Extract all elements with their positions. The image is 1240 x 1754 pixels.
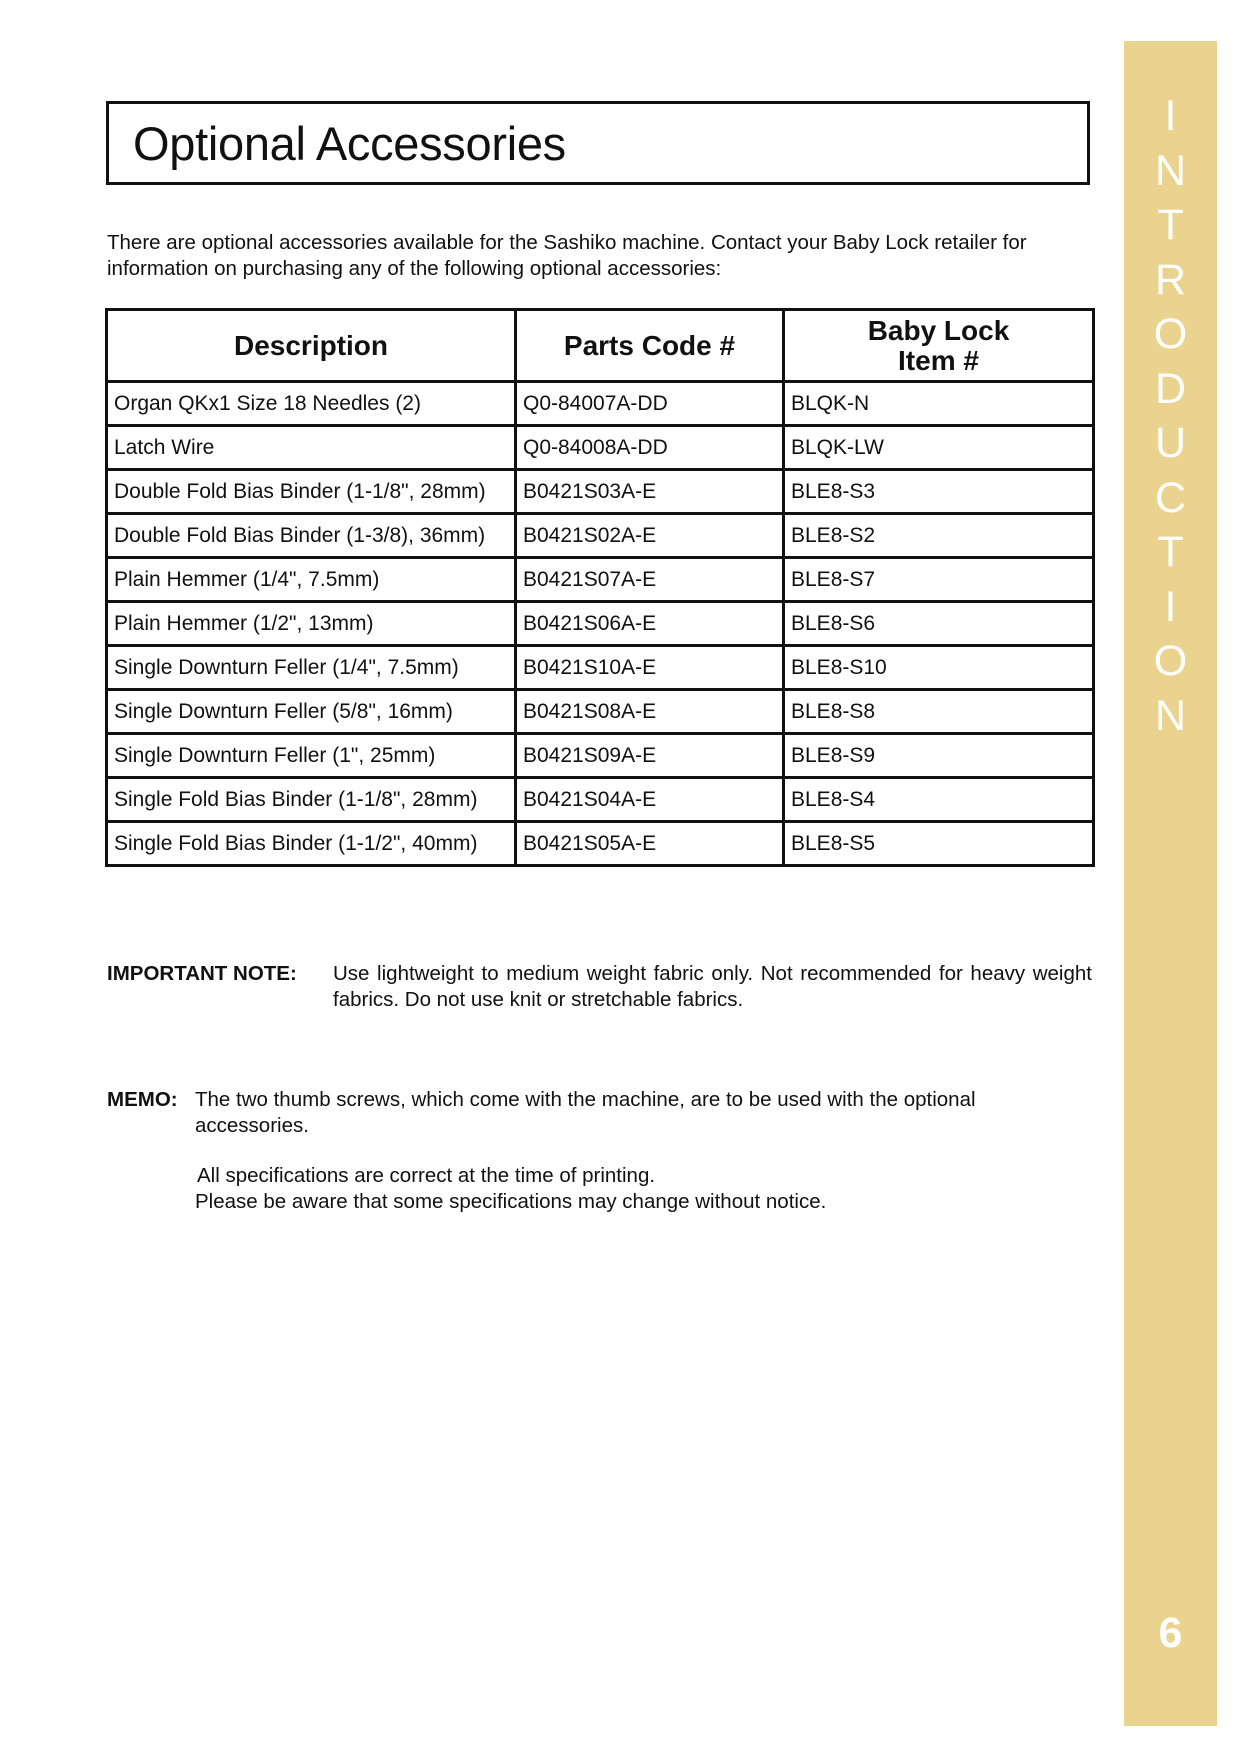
side-tab-letter: C	[1154, 473, 1187, 522]
cell-item: BLE8-S8	[784, 690, 1094, 734]
cell-description: Latch Wire	[107, 426, 516, 470]
cell-parts-code: B0421S04A-E	[516, 778, 784, 822]
cell-item: BLE8-S3	[784, 470, 1094, 514]
side-tab-letter: O	[1153, 637, 1188, 685]
cell-item: BLE8-S9	[784, 734, 1094, 778]
header-baby-lock-line2: Item #	[898, 344, 979, 376]
memo-spec-line1: All specifications are correct at the time of printing.	[197, 1164, 656, 1187]
table-header-row	[107, 310, 1094, 382]
cell-parts-code: B0421S07A-E	[516, 558, 784, 602]
side-tab-letter: O	[1153, 310, 1188, 358]
important-note-text: Use lightweight to medium weight fabric only. Not recommended for heavy weight fabrics. Do not use knit or stretchable fabrics.	[333, 962, 1092, 1011]
cell-description: Plain Hemmer (1/4", 7.5mm)	[107, 558, 516, 602]
cell-description: Single Downturn Feller (1", 25mm)	[107, 734, 516, 778]
side-tab-letter: N	[1154, 146, 1187, 195]
side-tab-letter: T	[1157, 201, 1184, 249]
memo-body	[195, 1087, 1092, 1215]
cell-parts-code: Q0-84008A-DD	[516, 426, 784, 470]
cell-item: BLE8-S5	[784, 822, 1094, 866]
header-baby-lock-item	[784, 310, 1094, 382]
cell-parts-code: B0421S02A-E	[516, 514, 784, 558]
intro-paragraph: There are optional accessories available for the Sashiko machine. Contact your Baby Lock retailer for information on purchasing any of the following optional accessories:	[107, 231, 1027, 280]
cell-parts-code: B0421S08A-E	[516, 690, 784, 734]
side-tab-letter: D	[1154, 364, 1187, 413]
header-baby-lock-line1: Baby Lock	[867, 314, 1010, 346]
cell-description: Plain Hemmer (1/2", 13mm)	[107, 602, 516, 646]
cell-parts-code: B0421S03A-E	[516, 470, 784, 514]
header-description: Description	[107, 310, 516, 382]
important-note	[107, 961, 1092, 1013]
cell-parts-code: B0421S09A-E	[516, 734, 784, 778]
section-side-tab-letters	[1124, 89, 1217, 743]
table-body	[107, 382, 1094, 866]
section-side-tab	[1124, 41, 1217, 1726]
table-row	[107, 602, 1094, 646]
cell-item: BLE8-S2	[784, 514, 1094, 558]
table-row	[107, 470, 1094, 514]
cell-item: BLE8-S10	[784, 646, 1094, 690]
table-row	[107, 514, 1094, 558]
page-number: 6	[1158, 1609, 1183, 1657]
side-tab-letter: R	[1154, 255, 1187, 304]
table-row	[107, 690, 1094, 734]
cell-description: Organ QKx1 Size 18 Needles (2)	[107, 382, 516, 426]
cell-item: BLE8-S7	[784, 558, 1094, 602]
table-row	[107, 734, 1094, 778]
title-box	[106, 101, 1090, 185]
side-tab-letter: U	[1154, 419, 1187, 467]
side-tab-letter: T	[1157, 528, 1184, 576]
cell-item: BLE8-S6	[784, 602, 1094, 646]
accessories-table	[105, 308, 1095, 867]
cell-parts-code: B0421S10A-E	[516, 646, 784, 690]
side-tab-letter: I	[1164, 92, 1177, 140]
header-parts-code: Parts Code #	[516, 310, 784, 382]
important-note-label: IMPORTANT NOTE:	[107, 962, 297, 985]
memo-text: The two thumb screws, which come with the machine, are to be used with the optional accessories.	[195, 1088, 976, 1137]
page-title: Optional Accessories	[133, 116, 566, 170]
cell-parts-code: B0421S06A-E	[516, 602, 784, 646]
memo-spec-line2: Please be aware that some specifications may change without notice.	[195, 1190, 827, 1213]
cell-description: Double Fold Bias Binder (1-3/8), 36mm)	[107, 514, 516, 558]
side-tab-letter: I	[1164, 582, 1177, 631]
cell-item: BLQK-LW	[784, 426, 1094, 470]
table-row	[107, 822, 1094, 866]
cell-description: Single Fold Bias Binder (1-1/2", 40mm)	[107, 822, 516, 866]
table-row	[107, 426, 1094, 470]
cell-parts-code: Q0-84007A-DD	[516, 382, 784, 426]
table-row	[107, 778, 1094, 822]
table-row	[107, 382, 1094, 426]
cell-item: BLQK-N	[784, 382, 1094, 426]
memo	[107, 1087, 1092, 1215]
memo-label: MEMO:	[107, 1088, 178, 1111]
side-tab-letter: N	[1154, 691, 1187, 740]
table-row	[107, 558, 1094, 602]
table-row	[107, 646, 1094, 690]
cell-description: Single Downturn Feller (1/4", 7.5mm)	[107, 646, 516, 690]
cell-item: BLE8-S4	[784, 778, 1094, 822]
cell-description: Double Fold Bias Binder (1-1/8", 28mm)	[107, 470, 516, 514]
cell-description: Single Downturn Feller (5/8", 16mm)	[107, 690, 516, 734]
cell-parts-code: B0421S05A-E	[516, 822, 784, 866]
cell-description: Single Fold Bias Binder (1-1/8", 28mm)	[107, 778, 516, 822]
